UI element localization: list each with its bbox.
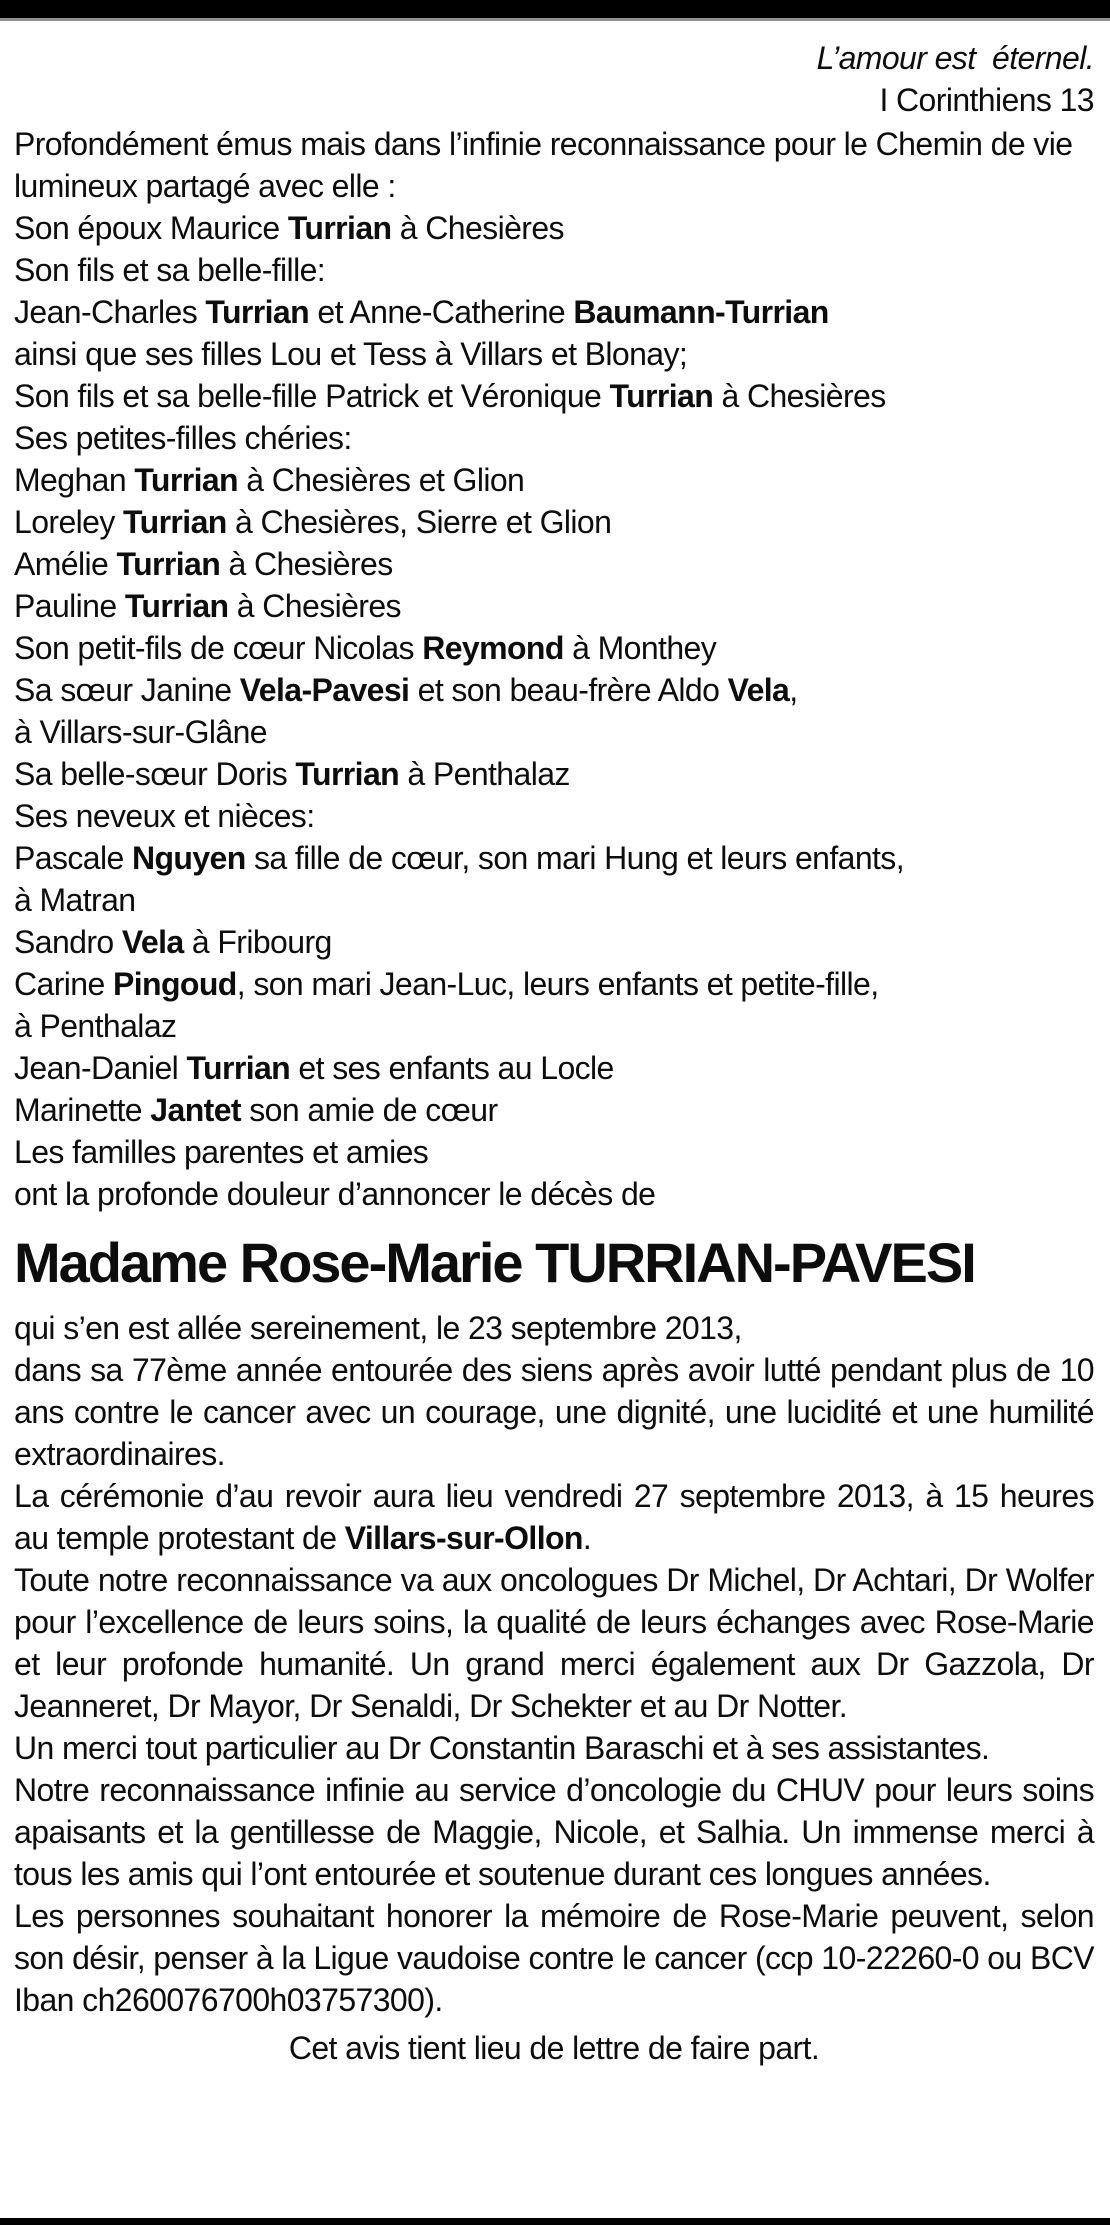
surname-bold: Jantet — [150, 1092, 241, 1128]
text-run: à Matran — [14, 882, 136, 918]
text-run: Meghan — [14, 462, 135, 498]
family-list — [14, 207, 1094, 1215]
family-line — [14, 711, 1094, 753]
epigraph-block — [14, 37, 1094, 121]
family-line — [14, 1131, 1094, 1173]
family-line — [14, 837, 1094, 879]
top-border-bar — [0, 0, 1110, 18]
family-line — [14, 669, 1094, 711]
surname-bold: Villars-sur-Ollon — [344, 1520, 583, 1556]
family-line — [14, 1173, 1094, 1215]
text-run: Jean-Charles — [14, 294, 206, 330]
family-line — [14, 459, 1094, 501]
family-line — [14, 375, 1094, 417]
text-run: Marinette — [14, 1092, 151, 1128]
text-run: , — [789, 672, 798, 708]
tribute-paragraphs — [14, 1349, 1094, 2021]
surname-bold: Turrian — [205, 294, 310, 330]
text-run: Carine — [14, 966, 113, 1002]
family-line — [14, 333, 1094, 375]
text-run: . — [582, 1520, 592, 1556]
surname-bold: Baumann-Turrian — [573, 294, 829, 330]
surname-bold: Turrian — [609, 378, 714, 414]
text-run: , son mari Jean-Luc, leurs enfants et petite-fille, — [236, 966, 879, 1002]
surname-bold: Turrian — [295, 756, 400, 792]
family-line — [14, 753, 1094, 795]
text-run: à Monthey — [563, 630, 717, 666]
surname-bold: Turrian — [186, 1050, 291, 1086]
text-run: Son fils et sa belle-fille Patrick et Véronique — [14, 378, 610, 414]
text-run: Son fils et sa belle-fille: — [14, 252, 326, 288]
surname-bold: Turrian — [124, 588, 229, 624]
text-run: Loreley — [14, 504, 124, 540]
epigraph-reference: I Corinthiens 13 — [879, 82, 1094, 118]
text-run: Son petit-fils de cœur Nicolas — [14, 630, 423, 666]
surname-bold: Vela — [121, 924, 184, 960]
text-run: Amélie — [14, 546, 117, 582]
text-run: Notre reconnaissance infinie au service d’oncologie du CHUV pour leurs soins apaisants et la gentillesse de Maggie, Nicole, et Salhia. Un immense merci à tous les amis qui l’ont entourée et soutenue durant ces longues années. — [14, 1772, 1094, 1892]
text-run: à Chesières — [391, 210, 564, 246]
surname-bold: Pingoud — [112, 966, 237, 1002]
text-run: Jean-Daniel — [14, 1050, 187, 1086]
family-line — [14, 627, 1094, 669]
text-run: Sa sœur Janine — [14, 672, 240, 708]
family-line — [14, 795, 1094, 837]
text-run: et son beau-frère Aldo — [409, 672, 728, 708]
epigraph-quote: L’amour est éternel. — [816, 40, 1094, 76]
family-line — [14, 207, 1094, 249]
text-run: et ses enfants au Locle — [290, 1050, 614, 1086]
text-run: Toute notre reconnaissance va aux oncologues Dr Michel, Dr Achtari, Dr Wolfer pour l’excellence de leurs soins, la qualité de leurs échanges avec Rose-Marie et leur profonde humanité. Un grand merci également aux Dr Gazzola, Dr Jeanneret, Dr Mayor, Dr Senaldi, Dr Schekter et au Dr Notter. — [14, 1562, 1094, 1724]
text-run: à Chesières — [220, 546, 393, 582]
text-run: à Penthalaz — [399, 756, 570, 792]
text-run: Les familles parentes et amies — [14, 1134, 429, 1170]
family-line — [14, 417, 1094, 459]
text-run: à Chesières — [228, 588, 401, 624]
text-run: à Fribourg — [183, 924, 332, 960]
family-line — [14, 1005, 1094, 1047]
text-run: à Penthalaz — [14, 1008, 177, 1044]
family-line — [14, 963, 1094, 1005]
intro-paragraph: Profondément émus mais dans l’infinie reconnaissance pour le Chemin de vie lumineux partagé avec elle : — [14, 126, 1073, 204]
text-run: sa fille de cœur, son mari Hung et leurs enfants, — [245, 840, 905, 876]
family-line — [14, 921, 1094, 963]
surname-bold: Turrian — [123, 504, 227, 540]
text-run: Les personnes souhaitant honorer la mémoire de Rose-Marie peuvent, selon son désir, penser à la Ligue vaudoise contre le cancer (ccp 10-22260-0 ou BCV Iban ch260076700h03757300). — [14, 1898, 1094, 2018]
family-line — [14, 1089, 1094, 1131]
text-run: à Chesières — [713, 378, 886, 414]
text-run: dans sa 77ème année entourée des siens après avoir lutté pendant plus de 10 ans contre le cancer avec un courage, une dignité, une lucidité et une humilité extraordinaires. — [14, 1352, 1094, 1472]
tribute-paragraph — [14, 1349, 1094, 1475]
family-line — [14, 291, 1094, 333]
footer-notice: Cet avis tient lieu de lettre de faire part. — [288, 2030, 820, 2066]
tribute-paragraph — [14, 1475, 1094, 1559]
surname-bold: Turrian — [116, 546, 221, 582]
text-run: son amie de cœur — [240, 1092, 498, 1128]
text-run: Sa belle-sœur Doris — [14, 756, 296, 792]
bottom-border-bar — [0, 2218, 1110, 2225]
text-run: à Chesières, Sierre et Glion — [226, 504, 612, 540]
text-run: Sandro — [14, 924, 122, 960]
tribute-paragraph — [14, 1895, 1094, 2021]
text-run: à Villars-sur-Glâne — [14, 714, 267, 750]
family-line — [14, 1047, 1094, 1089]
text-run: Un merci tout particulier au Dr Constantin Baraschi et à ses assistantes. — [14, 1730, 990, 1766]
family-line — [14, 543, 1094, 585]
text-run: Son époux Maurice — [14, 210, 288, 246]
family-line — [14, 501, 1094, 543]
text-run: La cérémonie d’au revoir aura lieu vendredi 27 septembre 2013, à 15 heures au temple protestant de — [14, 1478, 1094, 1556]
surname-bold: Nguyen — [131, 840, 246, 876]
text-run: et Anne-Catherine — [309, 294, 574, 330]
family-line — [14, 585, 1094, 627]
text-run: à Chesières et Glion — [238, 462, 525, 498]
passing-line: qui s’en est allée sereinement, le 23 septembre 2013, — [14, 1310, 742, 1346]
text-run: ont la profonde douleur d’annoncer le décès de — [14, 1176, 656, 1212]
obituary-content — [0, 21, 1110, 2218]
family-line — [14, 249, 1094, 291]
tribute-paragraph — [14, 1559, 1094, 1727]
surname-bold: Turrian — [134, 462, 239, 498]
surname-bold: Turrian — [287, 210, 392, 246]
text-run: ainsi que ses filles Lou et Tess à Villars et Blonay; — [14, 336, 688, 372]
surname-bold: Reymond — [422, 630, 564, 666]
text-run: Pauline — [14, 588, 125, 624]
deceased-name-title: Madame Rose-Marie TURRIAN-PAVESI — [14, 1231, 975, 1294]
text-run: Pascale — [14, 840, 132, 876]
family-line — [14, 879, 1094, 921]
surname-bold: Vela — [727, 672, 790, 708]
tribute-paragraph — [14, 1769, 1094, 1895]
surname-bold: Vela-Pavesi — [239, 672, 410, 708]
tribute-paragraph — [14, 1727, 1094, 1769]
text-run: Ses petites-filles chéries: — [14, 420, 352, 456]
text-run: Ses neveux et nièces: — [14, 798, 315, 834]
